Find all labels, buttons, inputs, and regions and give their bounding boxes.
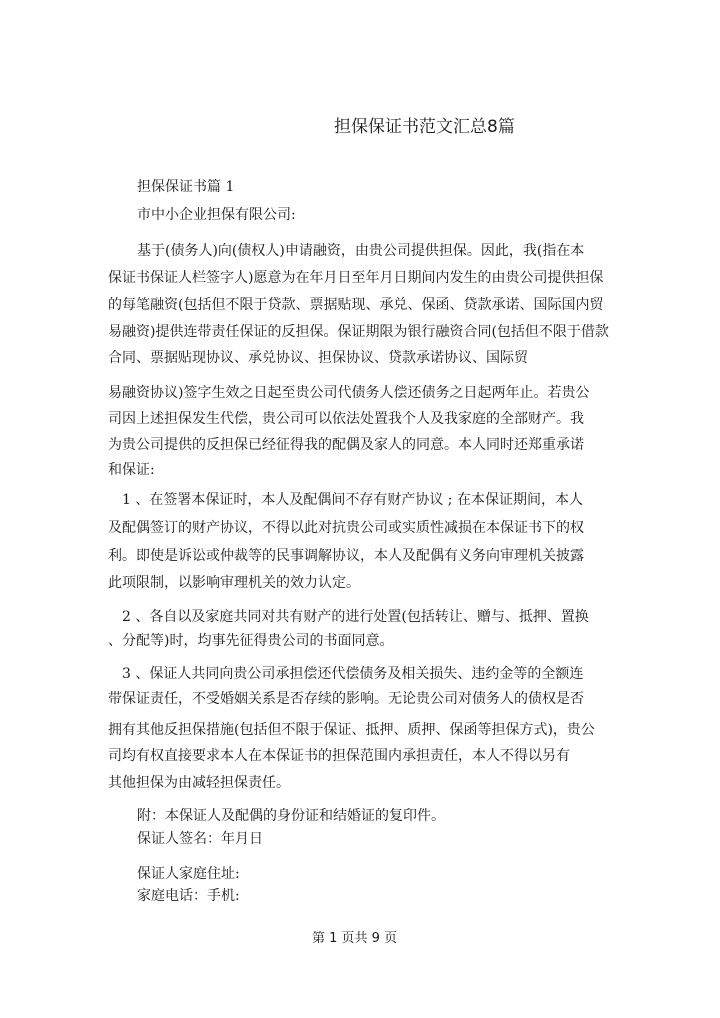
para2-line: 易融资协议)签字生效之日起至贵公司代债务人偿还债务之日起两年止。若贵公: [108, 385, 590, 401]
document-title: 担保保证书范文汇总8篇: [334, 117, 515, 137]
para3-line: 拥有其他反担保措施(包括但不限于保证、抵押、质押、保函等担保方式)，贵公: [108, 722, 595, 738]
para1-line: 的每笔融资(包括但不限于贷款、票据贴现、承兑、保函、贷款承诺、国际国内贸: [108, 297, 604, 313]
item1-line: 及配偶签订的财产协议，不得以此对抗贵公司或实质性减损在本保证书下的权: [108, 520, 584, 536]
para3-line: 司均有权直接要求本人在本保证书的担保范围内承担责任，本人不得以另有: [108, 748, 570, 764]
para1-line: 易融资)提供连带责任保证的反担保。保证期限为银行融资合同(包括但不限于借款: [108, 324, 609, 340]
item3-line: 带保证责任，不受婚姻关系是否存续的影响。无论贵公司对债务人的债权是否: [108, 691, 584, 707]
addressee: 市中小企业担保有限公司:: [137, 207, 296, 223]
para2-line: 司因上述担保发生代偿，贵公司可以依法处置我个人及我家庭的全部财产。我: [108, 411, 584, 427]
section-heading: 担保保证书篇 1: [137, 179, 235, 195]
para1-line: 基于(债务人)向(债权人)申请融资，由贵公司提供担保。因此，我(指在本: [137, 243, 585, 259]
item1-line: 此项限制，以影响审理机关的效力认定。: [108, 575, 360, 591]
address-line: 保证人家庭住址:: [137, 866, 240, 882]
item2-line: 、分配等)时，均事先征得贵公司的书面同意。: [108, 633, 394, 649]
para2-line: 和保证:: [108, 462, 155, 478]
para1-line: 保证书保证人栏签字人)愿意为在年月日至年月日期间内发生的由贵公司提供担保: [108, 270, 604, 286]
para3-line: 其他担保为由减轻担保责任。: [108, 775, 290, 791]
item1-line: 1 、在签署本保证时，本人及配偶间不存有财产协议 ; 在本保证期间，本人: [122, 492, 583, 508]
para1-line: 合同、票据贴现协议、承兑协议、担保协议、贷款承诺协议、国际贸: [108, 350, 528, 366]
signature-line: 保证人签名：年月日: [137, 831, 263, 847]
item3-line: 3 、保证人共同向贵公司承担偿还代偿债务及相关损失、违约金等的全额连: [122, 666, 584, 682]
attachment-note: 附：本保证人及配偶的身份证和结婚证的复印件。: [137, 808, 445, 824]
phone-line: 家庭电话：手机:: [137, 888, 240, 904]
item1-line: 利。即使是诉讼或仲裁等的民事调解协议，本人及配偶有义务向审理机关披露: [108, 548, 584, 564]
item2-line: 2 、各自以及家庭共同对共有财产的进行处置(包括转让、赠与、抵押、置换: [122, 609, 589, 625]
para2-line: 为贵公司提供的反担保已经征得我的配偶及家人的同意。本人同时还郑重承诺: [108, 437, 584, 453]
page-footer: 第 1 页共 9 页: [312, 931, 398, 946]
